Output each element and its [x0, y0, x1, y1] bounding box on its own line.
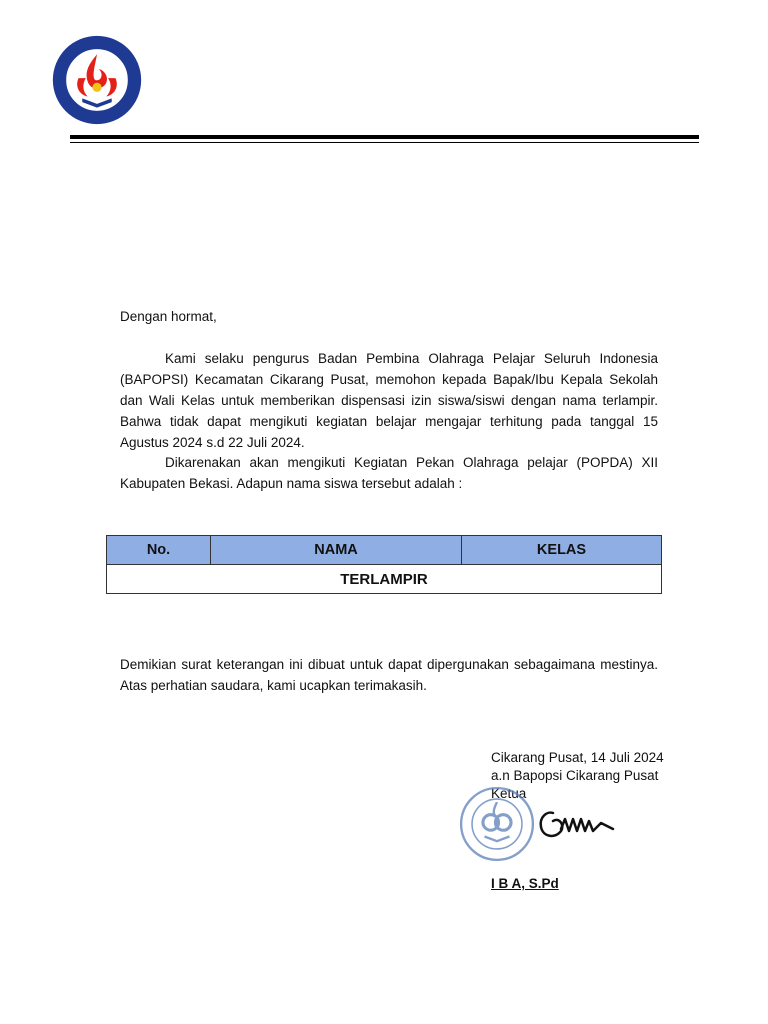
table-header-row — [107, 536, 662, 565]
closing-paragraph: Demikian surat keterangan ini dibuat untuk dapat dipergunakan sebagaimana mestinya. Atas perhatian saudara, kami ucapkan terimakasih. — [120, 657, 658, 693]
on-behalf-line: a.n Bapopsi Cikarang Pusat — [491, 768, 659, 783]
handwritten-signature — [525, 795, 620, 855]
salutation: Dengan hormat, — [120, 309, 217, 324]
header-rule-thick — [70, 135, 699, 139]
header-rule-thin — [70, 142, 699, 143]
student-table — [106, 535, 662, 594]
table-cell-terlampir: TERLAMPIR — [107, 565, 662, 594]
place-date: Cikarang Pusat, 14 Juli 2024 — [491, 750, 664, 765]
column-header-kelas: KELAS — [462, 536, 662, 565]
signer-name: I B A, S.Pd — [491, 876, 559, 891]
signer-role: Ketua — [491, 786, 527, 801]
column-header-nama: NAMA — [211, 536, 462, 565]
bapopsi-logo — [51, 34, 143, 126]
table-row — [107, 565, 662, 594]
body-paragraph-1: Kami selaku pengurus Badan Pembina Olahraga Pelajar Seluruh Indonesia (BAPOPSI) Kecamatan Cikarang Pusat, memohon kepada Bapak/Ibu Kepala Sekolah dan Wali Kelas untuk memberikan dispensasi izin siswa/siswi dengan nama terlampir. Bahwa tidak dapat mengikuti kegiatan belajar mengajar terhitung pada tanggal 15 Agustus 2024 s.d 22 Juli 2024. — [120, 351, 658, 450]
body-paragraph-2: Dikarenakan akan mengikuti Kegiatan Pekan Olahraga pelajar (POPDA) XII Kabupaten Bekasi. Adapun nama siswa tersebut adalah : — [120, 455, 658, 491]
column-header-no: No. — [107, 536, 211, 565]
